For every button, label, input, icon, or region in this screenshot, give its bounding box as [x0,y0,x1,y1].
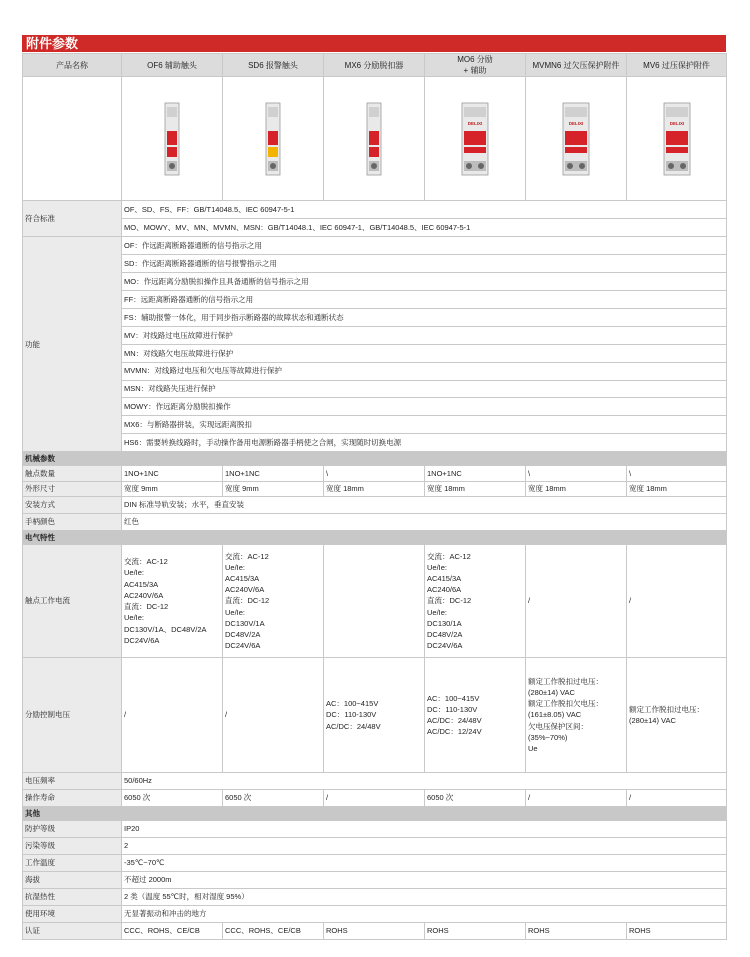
value-cell: MSN：对线路失压进行保护 [122,380,727,398]
row-label: 污染等级 [23,838,122,855]
row-label: 海拔 [23,872,122,889]
value-cell: 交流：AC-12 Ue/Ie: AC415/3A AC240V/6A 直流：DC-12 Ue/Ie: DC130V/1A DC48V/2A DC24V/6A [223,545,324,658]
image-label-cell [23,77,122,201]
value-cell: 6050 次 [223,790,324,807]
row-label: 分励控制电压 [23,658,122,773]
row-label: 认证 [23,923,122,940]
value-cell: 1NO+1NC [223,466,324,482]
value-cell: 50/60Hz [122,773,727,790]
value-cell: ROHS [627,923,727,940]
value-cell: CCC、ROHS、CE/CB [122,923,223,940]
row-label: 手柄颜色 [23,514,122,531]
row-label: 防护等级 [23,821,122,838]
table-row [23,531,727,545]
value-cell: 交流：AC-12 Ue/Ie: AC415/3A AC240/6A 直流：DC-12 Ue/Ie: DC130/1A DC48V/2A DC24V/6A [425,545,526,658]
value-cell: 宽度 18mm [627,481,727,497]
value-cell: / [627,790,727,807]
table-row [23,255,727,273]
table-row [23,889,727,906]
product-image-cell [627,77,727,201]
column-header: SD6 报警触头 [223,54,324,77]
product-image [559,101,593,177]
value-cell: OF、SD、FS、FF：GB/T14048.5、IEC 60947-5-1 [122,201,727,219]
table-row [23,219,727,237]
value-cell: / [122,658,223,773]
value-cell: / [324,790,425,807]
value-cell: 无显著振动和冲击的地方 [122,906,727,923]
value-cell: MO：作远距离分励脱扣操作且具备通断的信号指示之用 [122,273,727,291]
value-cell: \ [627,466,727,482]
value-cell: 不超过 2000m [122,872,727,889]
table-row [23,344,727,362]
value-cell: 额定工作脱扣过电压： (280±14) VAC 额定工作脱扣欠电压： (161±8.05) VAC 欠电压保护区间：(35%~70%) Ue [526,658,627,773]
brand-logo: DELIXI [568,120,584,126]
table-row [23,906,727,923]
value-cell: \ [526,466,627,482]
value-cell: 交流：AC-12 Ue/Ie: AC415/3A AC240V/6A 直流：DC-12 Ue/Ie: DC130V/1A、DC48V/2A DC24V/6A [122,545,223,658]
value-cell: 1NO+1NC [122,466,223,482]
table-row [23,872,727,889]
value-cell: HS6：需要转换线路时，手动操作备用电源断路器手柄使之合闸，实现随时切换电源 [122,434,727,452]
table-row [23,807,727,821]
row-label: 工作温度 [23,855,122,872]
product-image-cell [526,77,627,201]
value-cell: DIN 标准导轨安装；水平，垂直安装 [122,497,727,514]
value-cell: / [526,790,627,807]
value-cell: / [223,658,324,773]
product-image [363,101,385,177]
table-row [23,855,727,872]
value-cell: 2 [122,838,727,855]
table-row [23,77,727,201]
value-cell: MV：对线路过电压故障进行保护 [122,326,727,344]
row-label: 外形尺寸 [23,481,122,497]
table-row [23,452,727,466]
value-cell: IP20 [122,821,727,838]
value-cell: CCC、ROHS、CE/CB [223,923,324,940]
row-label: 抗湿热性 [23,889,122,906]
value-cell: MX6：与断路器拼装，实现远距离脱扣 [122,416,727,434]
value-cell: ROHS [324,923,425,940]
table-row [23,658,727,773]
value-cell: OF：作远距离断路器通断的信号指示之用 [122,237,727,255]
table-row [23,416,727,434]
value-cell: MOWY：作远距离分励脱扣操作 [122,398,727,416]
accessory-spec-table [22,53,727,940]
value-cell: 宽度 18mm [324,481,425,497]
page-title: 附件参数 [22,35,726,52]
product-image-cell [324,77,425,201]
table-row [23,514,727,531]
table-row [23,466,727,482]
value-cell: 宽度 18mm [425,481,526,497]
table-row [23,291,727,309]
value-cell: AC：100~415V DC：110-130V AC/DC：24/48V [324,658,425,773]
table-row [23,821,727,838]
value-cell: FF：远距离断路器通断的信号指示之用 [122,291,727,309]
value-cell: 2 类（温度 55℃时，相对湿度 95%） [122,889,727,906]
column-header: MX6 分励脱扣器 [324,54,425,77]
value-cell: 宽度 18mm [526,481,627,497]
product-image [458,101,492,177]
value-cell: 宽度 9mm [223,481,324,497]
value-cell: MVMN：对线路过电压和欠电压等故障进行保护 [122,362,727,380]
value-cell: SD：作远距离断路器通断的信号报警指示之用 [122,255,727,273]
value-cell: ROHS [425,923,526,940]
product-image [262,101,284,177]
value-cell: \ [324,466,425,482]
brand-logo: DELIXI [467,120,483,126]
value-cell: 6050 次 [122,790,223,807]
column-header: OF6 辅助触头 [122,54,223,77]
row-label: 触点数量 [23,466,122,482]
column-header: MV6 过压保护附件 [627,54,727,77]
standard-label: 符合标准 [23,201,122,237]
table-row [23,773,727,790]
value-cell: AC：100~415V DC：110-130V AC/DC：24/48V AC/DC：12/24V [425,658,526,773]
product-image-cell [122,77,223,201]
column-header: MO6 分励 + 辅助 [425,54,526,77]
value-cell [324,545,425,658]
table-row [23,201,727,219]
table-row [23,380,727,398]
value-cell: -35℃~70℃ [122,855,727,872]
row-label: 操作寿命 [23,790,122,807]
product-image [161,101,183,177]
section-header: 其他 [23,807,727,821]
product-image-cell [223,77,324,201]
table-row [23,434,727,452]
value-cell: 宽度 9mm [122,481,223,497]
section-header: 机械参数 [23,452,727,466]
product-image-cell [425,77,526,201]
row-label: 使用环境 [23,906,122,923]
value-cell: / [526,545,627,658]
table-row [23,790,727,807]
value-cell: 红色 [122,514,727,531]
table-row [23,308,727,326]
product-image [660,101,694,177]
column-header: 产品名称 [23,54,122,77]
table-row [23,838,727,855]
brand-logo: DELIXI [669,120,684,126]
value-cell: FS：辅助报警一体化，用于同步指示断路器的故障状态和通断状态 [122,308,727,326]
value-cell: 6050 次 [425,790,526,807]
value-cell: 额定工作脱扣过电压： (280±14) VAC [627,658,727,773]
table-row [23,481,727,497]
column-header: MVMN6 过欠压保护附件 [526,54,627,77]
value-cell: 1NO+1NC [425,466,526,482]
table-row [23,326,727,344]
table-row [23,237,727,255]
value-cell: / [627,545,727,658]
function-label: 功能 [23,237,122,452]
table-row [23,273,727,291]
row-label: 触点工作电流 [23,545,122,658]
table-row [23,54,727,77]
row-label: 电压频率 [23,773,122,790]
table-row [23,923,727,940]
row-label: 安装方式 [23,497,122,514]
table-row [23,398,727,416]
table-row [23,545,727,658]
table-row [23,362,727,380]
section-header: 电气特性 [23,531,727,545]
value-cell: MN：对线路欠电压故障进行保护 [122,344,727,362]
table-row [23,497,727,514]
value-cell: ROHS [526,923,627,940]
value-cell: MO、MOWY、MV、MN、MVMN、MSN：GB/T14048.1、IEC 60947-1、GB/T14048.5、IEC 60947-5-1 [122,219,727,237]
